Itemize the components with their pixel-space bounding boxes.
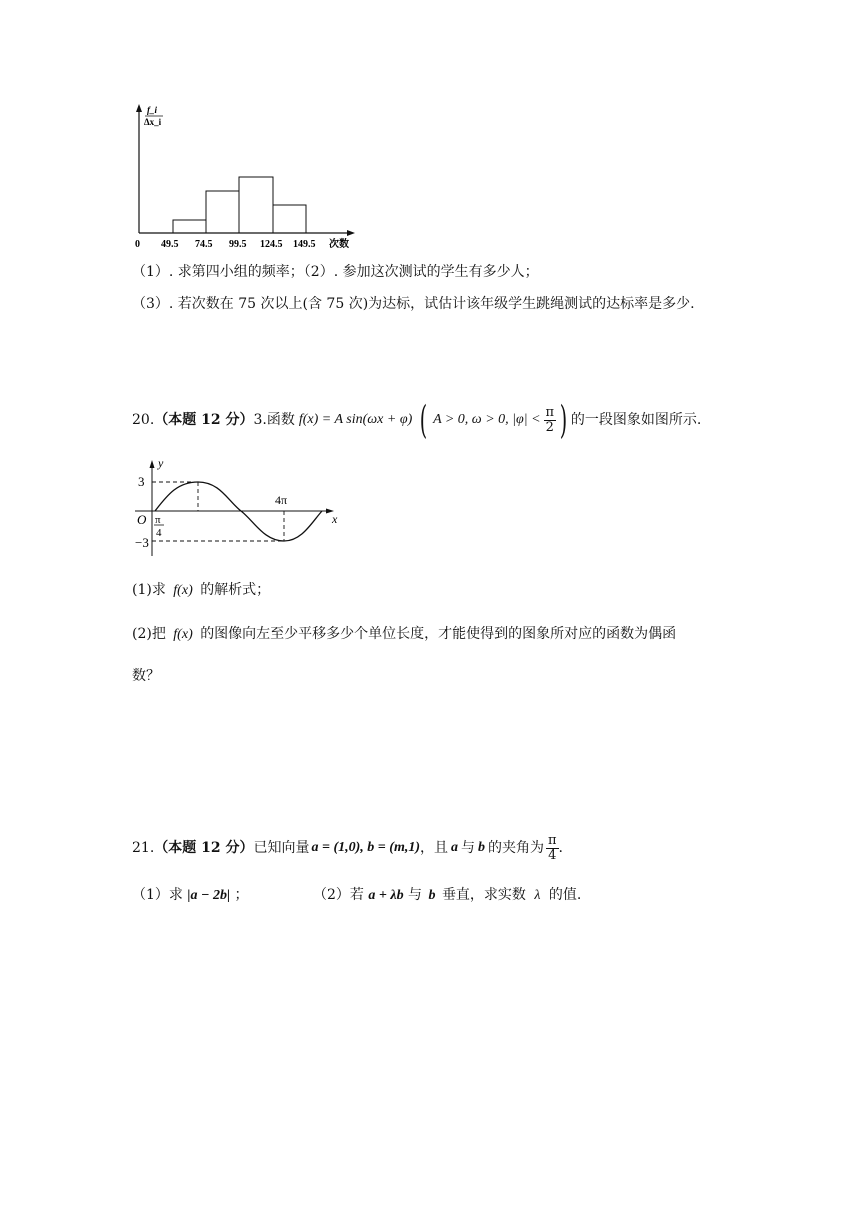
q20-frac-den: 2 <box>545 419 554 435</box>
x-tick-5: 149.5 <box>293 239 316 250</box>
sine-x-label: x <box>332 512 338 526</box>
sine-y-label: y <box>158 456 164 470</box>
q21-angle: 的夹角为 <box>488 840 544 856</box>
q20-sub1-suffix: 的解析式； <box>200 582 271 598</box>
q21-sub-2 <box>313 886 581 905</box>
q20-pi-over-2 <box>544 406 557 435</box>
q21-sub2-with: 与 <box>408 887 423 903</box>
q20-function: f(x) = A sin(ωx + φ) <box>298 412 413 427</box>
q21-sub1-prefix: （1）求 <box>132 887 183 903</box>
bar-2 <box>206 191 239 233</box>
q21-frac-den: 4 <box>548 847 557 863</box>
bar-4 <box>273 205 306 233</box>
q21-sub1-expr: |a − 2b| <box>187 888 231 903</box>
q21-pi-over-4 <box>546 834 559 863</box>
histogram-chart <box>125 100 365 252</box>
q21-points: （本题 12 分） <box>154 840 254 856</box>
sine-y-bottom: −3 <box>135 535 149 550</box>
q21-heading <box>132 830 563 866</box>
q21-vec-a: a <box>451 840 458 855</box>
sine-origin: O <box>137 512 147 527</box>
q20-tail: 的一段图象如图所示. <box>570 412 702 428</box>
x-axis-arrow <box>347 230 355 236</box>
q21-sub2-lambda: λ <box>534 888 541 903</box>
y-label-num: f_i <box>147 105 157 115</box>
sine-y-arrow <box>150 460 155 468</box>
x-tick-3: 99.5 <box>229 239 247 250</box>
x-tick-4: 124.5 <box>260 239 283 250</box>
x-tick-2: 74.5 <box>195 239 213 250</box>
q21-mid: ，且 <box>420 840 448 856</box>
q21-sub2-body: 垂直，求实数 <box>441 887 526 903</box>
q20-heading <box>132 398 701 442</box>
sine-graph <box>130 456 345 558</box>
q20-left-paren: ( <box>419 398 428 442</box>
q20-sub2-prefix: (2)把 <box>132 626 166 642</box>
x-tick-1: 49.5 <box>161 239 179 250</box>
bar-1 <box>173 220 206 233</box>
q20-sub1-func: f(x) <box>173 583 193 598</box>
q21-end: . <box>558 840 563 856</box>
q20-condition: A > 0, ω > 0, |φ| < <box>433 412 541 427</box>
y-axis-arrow <box>136 104 142 112</box>
q20-sub-2-cont: 数？ <box>132 668 160 684</box>
q21-vectors: a = (1,0), b = (m,1) <box>311 840 420 855</box>
q21-sub2-expr: a + λb <box>368 888 404 903</box>
x-axis-label: 次数 <box>329 239 349 250</box>
q20-sub-2 <box>132 625 676 644</box>
x-tick-four: 4 <box>156 527 162 539</box>
q21-sub-1 <box>132 886 248 905</box>
q21-lead: 已知向量 <box>253 840 310 856</box>
q21-sub2-vec-b: b <box>428 888 436 903</box>
q19-line-2: （3）. 若次数在 75 次以上(含 75 次)为达标，试估计该年级学生跳绳测试的达标率是多少. <box>132 296 695 312</box>
x-tick-4pi: 4π <box>275 493 288 507</box>
q20-frac-num: π <box>545 404 555 420</box>
q21-vec-b: b <box>478 840 485 855</box>
x-tick-pi: π <box>155 514 161 526</box>
q20-number: 20. <box>132 412 155 428</box>
q21-with: 与 <box>461 840 475 856</box>
origin-label: 0 <box>135 239 140 250</box>
q21-frac-num: π <box>548 832 557 848</box>
q20-sub1-prefix: (1)求 <box>132 582 166 598</box>
q21-number: 21. <box>132 840 155 856</box>
q20-sub2-func: f(x) <box>173 627 193 642</box>
q21-sub1-semi: ； <box>234 887 249 903</box>
q19-line-1: （1）. 求第四小组的频率；（2）. 参加这次测试的学生有多少人； <box>132 264 539 280</box>
q20-sub2-body: 的图像向左至少平移多少个单位长度，才能使得到的图象所对应的函数为偶函 <box>200 626 677 642</box>
q20-points: （本题 12 分） <box>154 412 254 428</box>
q20-lead: 3.函数 <box>253 412 295 428</box>
q21-sub2-end: 的值. <box>548 887 582 903</box>
bar-3 <box>239 177 273 233</box>
y-label-den: Δx_i <box>144 117 162 127</box>
q21-sub2-prefix: （2）若 <box>313 887 364 903</box>
sine-y-top: 3 <box>138 474 145 489</box>
q20-right-paren: ) <box>559 398 568 442</box>
q20-sub-1 <box>132 581 270 600</box>
